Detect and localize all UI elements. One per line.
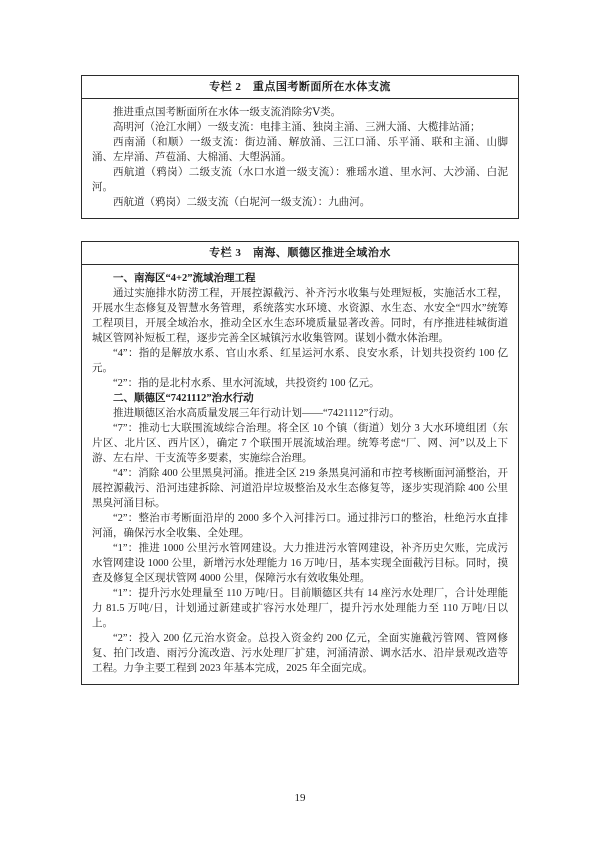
- paragraph: “1”：提升污水处理量至 110 万吨/日。目前顺德区共有 14 座污水处理厂，合计处理能力 81.5 万吨/日，计划通过新建或扩容污水处理厂，提升污水处理能力至 110 万吨/日以上。: [92, 588, 508, 629]
- paragraph: 推进顺德区治水高质量发展三年行动计划——“7421112”行动。: [113, 408, 400, 419]
- panel-column-3: [81, 241, 519, 685]
- paragraph: “4”：指的是解放水系、官山水系、红星运河水系、良安水系，计划共投资约 100 亿元。: [92, 348, 508, 374]
- paragraph: “1”：推进 1000 公里污水管网建设。大力推进污水管网建设，补齐历史欠账，完成污水管网建设 1000 公里，新增污水处理能力 16 万吨/日，基本实现全面截污目标。同时，摸查及修复全区现状管网 4000 公里，保障污水有效收集处理。: [92, 543, 508, 584]
- paragraph: 西南涌（和顺）一级支流：街边涌、解放涌、三江口涌、乐平涌、联和主涌、山脚涌、左岸涌、芦苞涌、大棉涌、大塱涡涌。: [92, 137, 508, 163]
- panel-column-3-body: [82, 265, 518, 684]
- paragraph: 西航道（鸦岗）二级支流（白坭河一级支流）：九曲河。: [113, 197, 371, 208]
- section-heading: 二、顺德区“7421112”治水行动: [113, 393, 254, 404]
- panel-column-2-body: [82, 99, 518, 218]
- paragraph: “4”：消除 400 公里黑臭河涌。推进全区 219 条黑臭河涌和市控考核断面河涌整治，开展控源截污、沿河违建拆除、河道沿岸垃圾整治及水生态修复等，逐步实现消除 400 公里黑臭河涌目标。: [92, 468, 508, 509]
- paragraph: 高明河（沧江水闸）一级支流：电排主涌、独岗主涌、三洲大涌、大榄排站涌；: [113, 122, 481, 133]
- panel-column-2: [81, 75, 519, 219]
- paragraph: 通过实施排水防涝工程，开展控源截污、补齐污水收集与处理短板，实施活水工程，开展水生态修复及智慧水务管理，系统落实水环境、水资源、水生态、水安全“四水”统筹工程项目，开展全域治水，推动全区水生态环境质量显著改善。同时，有序推进桂城街道城区管网补短板工程，逐步完善全区城镇污水收集管网。谋划小微水体治理。: [92, 288, 508, 344]
- paragraph: “7”：推动七大联围流域综合治理。将全区 10 个镇（街道）划分 3 大水环境组团（东片区、北片区、西片区），确定 7 个联围开展流域治理。统筹考虑“厂、网、河”以及上下游、左右岸、干支流等多要素，实施综合治理。: [92, 423, 508, 464]
- paragraph: “2”：整治市考断面沿岸的 2000 多个入河排污口。通过排污口的整治，杜绝污水直排河涌，确保污水全收集、全处理。: [92, 513, 508, 539]
- paragraph: “2”：指的是北村水系、里水河流域，共投资约 100 亿元。: [113, 378, 380, 389]
- panel-column-3-title: 专栏 3 南海、顺德区推进全域治水: [82, 242, 518, 265]
- section-heading: 一、南海区“4+2”流域治理工程: [113, 273, 256, 284]
- paragraph: 推进重点国考断面所在水体一级支流消除劣Ⅴ类。: [113, 107, 342, 118]
- page-number: 19: [294, 792, 306, 804]
- paragraph: 西航道（鸦岗）二级支流（水口水道一级支流）：雅瑶水道、里水河、大沙涌、白泥河。: [92, 167, 508, 193]
- panel-column-2-title: 专栏 2 重点国考断面所在水体支流: [82, 76, 518, 99]
- paragraph: “2”：投入 200 亿元治水资金。总投入资金约 200 亿元，全面实施截污管网、管网修复、拍门改造、雨污分流改造、污水处理厂扩建，河涌清淤、调水活水、沿岸景观改造等工程。力争主要工程到 2023 年基本完成，2025 年全面完成。: [92, 633, 508, 674]
